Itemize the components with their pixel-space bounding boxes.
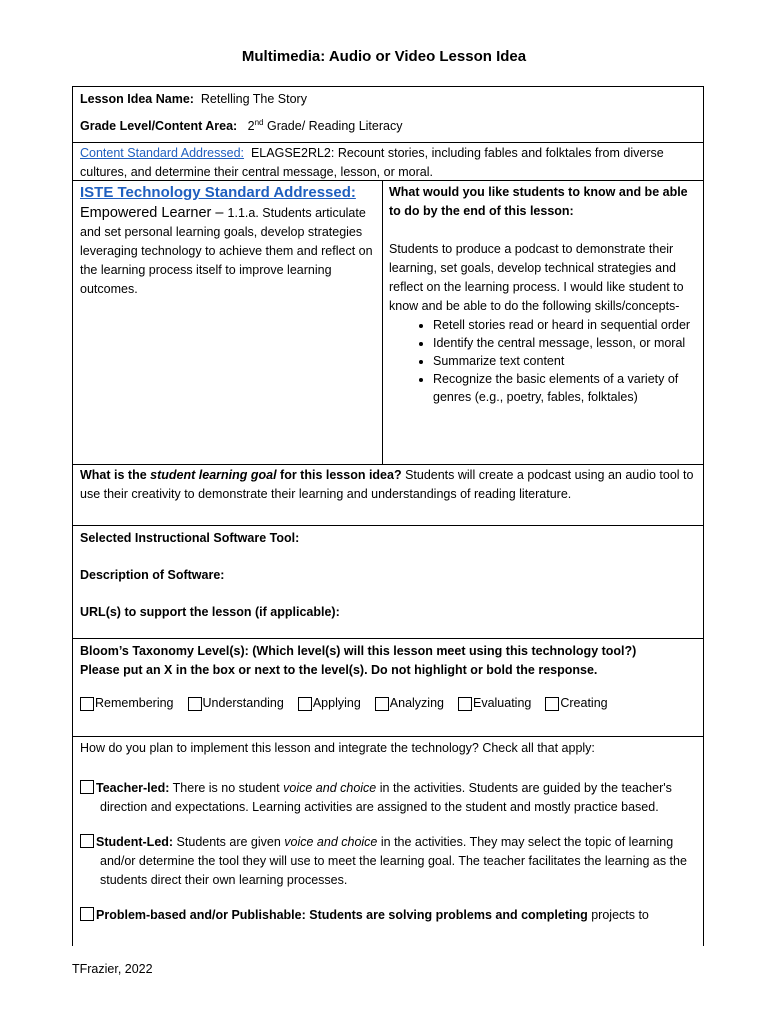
iste-standard-label: ISTE Technology Standard Addressed: (80, 184, 356, 201)
impl-option-problem-based[interactable] (80, 906, 696, 925)
checkbox-icon[interactable] (80, 907, 94, 921)
iste-description: 1.1.a. Students articulate and set personal learning goals, develop strategies leveraging technology to achieve them and reflect on the learning process itself to improve learning outcomes. (80, 206, 373, 296)
iste-dash: – (211, 205, 228, 221)
learning-goal-row (73, 465, 703, 526)
software-tool-label: Selected Instructional Software Tool: (80, 531, 300, 545)
impl-option-text-2: in the activities. They may select the topic of learning and/or determine the tool they will use to meet the learning goal. The teacher facilitates the learning as the students direct their own learning processes. (100, 835, 687, 887)
objectives-column (383, 181, 703, 464)
skill-item: • Identify the central message, lesson, or moral (433, 334, 697, 352)
grade-number: 2 (247, 119, 255, 133)
footer-credit: TFrazier, 2022 (72, 962, 153, 976)
grade-level-value: Grade/ Reading Literacy (263, 119, 403, 133)
lesson-info-row (73, 87, 703, 143)
impl-option-text: projects to (587, 908, 649, 922)
bloom-option-creating[interactable] (545, 694, 607, 713)
learning-goal-question (80, 468, 402, 482)
learning-goal-q-italic: student learning goal (150, 468, 277, 482)
lesson-idea-label: Lesson Idea Name: (80, 92, 194, 106)
impl-option-title: Student-Led: (96, 835, 174, 849)
skill-item: • Summarize text content (433, 352, 697, 370)
know-do-answer: Students to produce a podcast to demonstrate their learning, set goals, develop technical strategies and reflect on the learning process. I would like student to know and be able to do the following skills/concepts- (389, 242, 684, 313)
bloom-label: Understanding (202, 696, 284, 710)
impl-option-italic: voice and choice (283, 781, 377, 795)
implementation-row (73, 737, 703, 928)
page-title: Multimedia: Audio or Video Lesson Idea (241, 48, 527, 65)
blooms-options (80, 694, 696, 713)
bloom-option-remembering[interactable] (80, 694, 174, 713)
bloom-label: Applying (312, 696, 361, 710)
checkbox-icon[interactable] (188, 697, 202, 711)
checkbox-icon[interactable] (545, 697, 559, 711)
blooms-question-2: Please put an X in the box or next to the level(s). Do not highlight or bold the response. (80, 663, 598, 677)
content-standard-value: ELAGSE2RL2: Recount stories, including fables and folktales from diverse cultures, and determine their central message, lesson, or moral. (80, 146, 664, 179)
impl-option-text: There is no student (169, 781, 284, 795)
lesson-idea-value: Retelling The Story (200, 92, 307, 106)
learning-goal-q2: for this lesson idea? (276, 468, 402, 482)
checkbox-icon[interactable] (298, 697, 312, 711)
grade-level-line (80, 117, 696, 136)
blooms-row (73, 639, 703, 737)
bloom-label: Creating (560, 696, 608, 710)
blooms-question-1: Bloom’s Taxonomy Level(s): (Which level(s) will this lesson meet using this technology tool?) (80, 644, 637, 658)
checkbox-icon[interactable] (80, 780, 94, 794)
learning-goal-answer: Students will create a podcast using an audio tool to use their creativity to demonstrate their learning and understandings of reading literature. (80, 468, 694, 501)
checkbox-icon[interactable] (80, 834, 94, 848)
skills-list (389, 316, 697, 406)
checkbox-icon[interactable] (80, 697, 94, 711)
lesson-form-table (72, 86, 704, 946)
impl-option-text: Students are given (173, 835, 285, 849)
iste-lead: Empowered Learner (80, 205, 212, 221)
impl-option-teacher-led[interactable] (80, 779, 696, 817)
bloom-option-analyzing[interactable] (375, 694, 444, 713)
software-row (73, 526, 703, 639)
checkbox-icon[interactable] (375, 697, 389, 711)
lesson-idea-line (80, 90, 696, 109)
grade-suffix: nd (254, 117, 264, 127)
skill-item: • Retell stories read or heard in sequential order (433, 316, 697, 334)
iste-standard-text (80, 204, 375, 299)
software-description-label: Description of Software: (80, 568, 225, 582)
bloom-label: Remembering (95, 696, 174, 710)
impl-option-student-led[interactable] (80, 833, 696, 890)
iste-and-objectives-row (73, 181, 703, 465)
content-standard-row (73, 143, 703, 181)
bloom-label: Analyzing (389, 696, 444, 710)
learning-goal-q1: What is the (80, 468, 151, 482)
impl-option-title: Problem-based and/or Publishable: Students are solving problems and completing (96, 908, 588, 922)
checkbox-icon[interactable] (458, 697, 472, 711)
skill-item: • Recognize the basic elements of a variety of genres (e.g., poetry, fables, folktales) (433, 370, 697, 406)
content-standard-label: Content Standard Addressed: (80, 146, 245, 160)
implementation-question: How do you plan to implement this lesson and integrate the technology? Check all that apply: (80, 741, 595, 755)
bloom-label: Evaluating (472, 696, 532, 710)
software-url-label: URL(s) to support the lesson (if applicable): (80, 605, 340, 619)
iste-column (73, 181, 383, 464)
impl-option-title: Teacher-led: (96, 781, 170, 795)
know-do-question: What would you like students to know and be able to do by the end of this lesson: (389, 185, 688, 218)
grade-level-label: Grade Level/Content Area: (80, 119, 238, 133)
impl-option-italic: voice and choice (284, 835, 378, 849)
bloom-option-understanding[interactable] (188, 694, 284, 713)
impl-option-text-2: in the activities. Students are guided by the teacher's direction and expectations. Learning activities are assigned to the student and mostly practice based. (100, 781, 672, 814)
bloom-option-evaluating[interactable] (458, 694, 531, 713)
bloom-option-applying[interactable] (298, 694, 361, 713)
